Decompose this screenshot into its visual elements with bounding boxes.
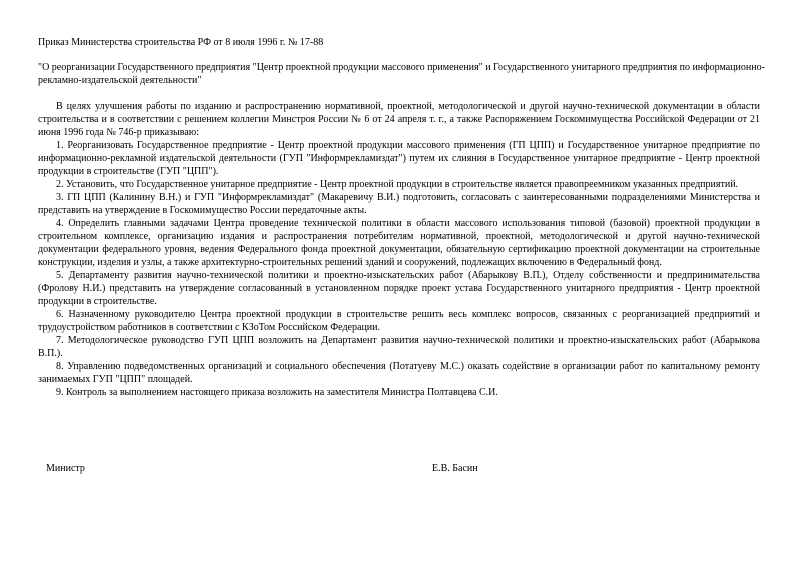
paragraph-item-4: 4. Определить главными задачами Центра проведение технической политики в области массового использования типовой (базовой) проектной продукции в строительном комплексе, организацию издания и распространения потребителям нормативной, проектной, методологической и другой научно-технической документации федерального уровня, ведения Федерального фонда проектной документации, обязательную сертификацию проектной документации на строительные конструкции, изделия и узлы, а также архитектурно-строительных решений зданий и сооружений, подлежащих включению в Федеральный фонд.	[38, 218, 760, 268]
paragraph-item-8: 8. Управлению подведомственных организаций и социального обеспечения (Потатуеву М.С.) оказать содействие в организации работ по капитальному ремонту занимаемых ГУП "ЦПП" площадей.	[38, 361, 760, 385]
paragraph-item-2: 2. Установить, что Государственное унитарное предприятие - Центр проектной продукции в строительстве является правопреемником указанных предприятий.	[56, 179, 739, 190]
signatory-title: Министр	[46, 463, 85, 474]
document-title: "О реорганизации Государственного предприятия "Центр проектной продукции массового применения" и Государственного унитарного предприятия по информационно-рекламно-издательской деятельности"	[38, 62, 765, 86]
document-header: Приказ Министерства строительства РФ от 8 июля 1996 г. № 17-88	[38, 37, 324, 48]
paragraph-item-3: 3. ГП ЦПП (Калинину В.Н.) и ГУП "Информрекламиздат" (Макаревичу В.И.) подготовить, согласовать с заинтересованными подразделениями Министерства и представить на утверждение в Госкомимущество России передаточные акты.	[38, 192, 760, 216]
paragraph-item-5: 5. Департаменту развития научно-технической политики и проектно-изыскательских работ (Абарыкову В.П.), Отделу собственности и предпринимательства (Фролову Н.И.) представить на утверждение согласованный в установленном порядке проект устава Государственного унитарного предприятия - Центр проектной продукции в строительстве.	[38, 270, 760, 307]
signatory-name: Е.В. Басин	[432, 463, 478, 474]
paragraph-item-1: 1. Реорганизовать Государственное предприятие - Центр проектной продукции массового применения (ГП ЦПП) и Государственное унитарное предприятие по информационно-рекламной издательской деятельности (ГУП "Информрекламиздат") путем их слияния в Государственное унитарное предприятие - Центр проектной продукции в строительстве (ГУП "ЦПП").	[38, 140, 760, 177]
document-page	[38, 36, 768, 399]
paragraph-preamble: В целях улучшения работы по изданию и распространению нормативной, проектной, методологической и другой научно-технической документации в области строительства и в соответствии с решением коллегии Минстроя России № 6 от 24 апреля т. г., а также Распоряжением Госкомимущества Российской Федерации от 21 июня 1996 года № 746-р приказываю:	[38, 101, 760, 138]
paragraph-item-7: 7. Методологическое руководство ГУП ЦПП возложить на Департамент развития научно-технической политики и проектно-изыскательских работ (Абарыкова В.П.).	[38, 335, 760, 359]
paragraph-item-9: 9. Контроль за выполнением настоящего приказа возложить на заместителя Министра Полтавцева С.И.	[56, 387, 498, 398]
paragraph-item-6: 6. Назначенному руководителю Центра проектной продукции в строительстве решить весь комплекс вопросов, связанных с реорганизацией предприятий и трудоустройством работников в соответствии с КЗоТом Российском Федерации.	[38, 309, 760, 333]
